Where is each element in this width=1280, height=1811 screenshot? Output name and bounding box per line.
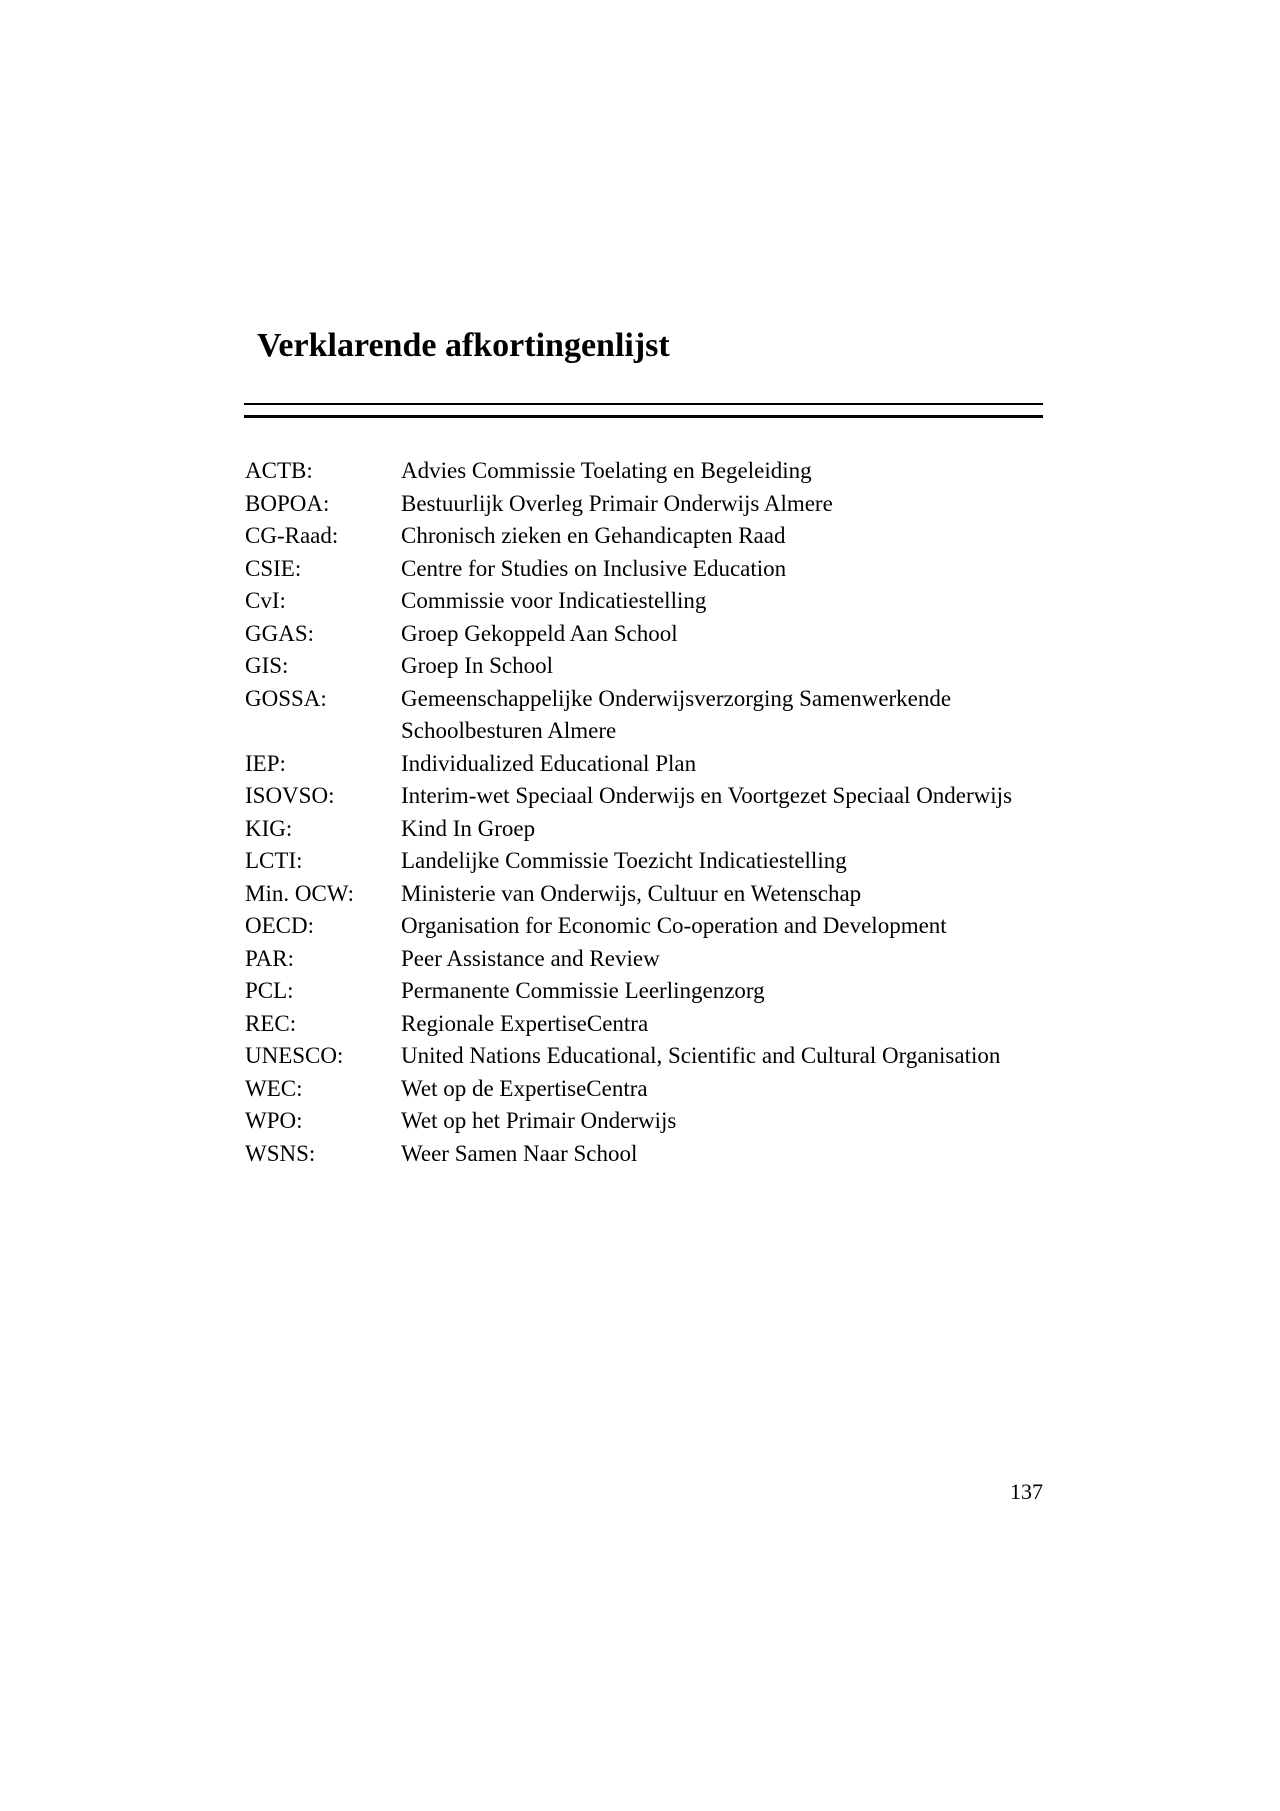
abbreviation-description: Peer Assistance and Review bbox=[401, 945, 660, 971]
abbreviation-term: OECD: bbox=[245, 913, 314, 938]
abbreviation-row-csie bbox=[245, 553, 1045, 586]
abbreviation-row-gossa bbox=[245, 683, 1045, 748]
abbreviation-term: WEC: bbox=[245, 1075, 303, 1101]
abbreviation-term: GIS: bbox=[245, 653, 289, 678]
abbreviation-term: CvI: bbox=[245, 588, 286, 613]
abbreviation-list bbox=[245, 455, 1045, 1170]
abbreviation-description: United Nations Educational, Scientific and Cultural Organisation bbox=[401, 1043, 1001, 1068]
title-divider-thin bbox=[244, 403, 1043, 405]
abbreviation-term: LCTI: bbox=[245, 848, 303, 873]
abbreviation-row-cvi bbox=[245, 585, 1045, 618]
abbreviation-description: Chronisch zieken en Gehandicapten Raad bbox=[401, 523, 786, 548]
abbreviation-description: Regionale ExpertiseCentra bbox=[401, 1010, 649, 1036]
abbreviation-row-cg-raad bbox=[245, 520, 1045, 553]
abbreviation-row-actb bbox=[245, 455, 1045, 488]
abbreviation-description: Organisation for Economic Co-operation and Development bbox=[401, 913, 947, 938]
abbreviation-term: Min. OCW: bbox=[245, 880, 355, 906]
abbreviation-description: Gemeenschappelijke Onderwijsverzorging Samenwerkende Schoolbesturen Almere bbox=[401, 685, 952, 743]
abbreviation-row-wsns bbox=[245, 1138, 1045, 1171]
abbreviation-description: Bestuurlijk Overleg Primair Onderwijs Almere bbox=[401, 490, 833, 516]
abbreviation-term: BOPOA: bbox=[245, 490, 330, 516]
abbreviation-row-par bbox=[245, 943, 1045, 976]
abbreviation-description: Commissie voor Indicatiestelling bbox=[401, 588, 707, 613]
abbreviation-row-bopoa bbox=[245, 488, 1045, 521]
abbreviation-description: Permanente Commissie Leerlingenzorg bbox=[401, 978, 765, 1003]
abbreviation-term: REC: bbox=[245, 1010, 297, 1036]
abbreviation-term: PCL: bbox=[245, 978, 294, 1003]
abbreviation-term: CG-Raad: bbox=[245, 523, 339, 548]
abbreviation-description: Groep Gekoppeld Aan School bbox=[401, 620, 678, 646]
abbreviation-term: GGAS: bbox=[245, 620, 315, 646]
page-title: Verklarende afkortingenlijst bbox=[257, 327, 670, 364]
abbreviation-term: KIG: bbox=[245, 815, 293, 841]
abbreviation-row-kig bbox=[245, 813, 1045, 846]
abbreviation-term: ACTB: bbox=[245, 458, 313, 483]
abbreviation-description: Weer Samen Naar School bbox=[401, 1140, 638, 1166]
abbreviation-row-unesco bbox=[245, 1040, 1045, 1073]
abbreviation-description: Ministerie van Onderwijs, Cultuur en Wetenschap bbox=[401, 880, 862, 906]
abbreviation-term: UNESCO: bbox=[245, 1043, 344, 1068]
abbreviation-row-gis bbox=[245, 650, 1045, 683]
abbreviation-description: Kind In Groep bbox=[401, 815, 536, 841]
abbreviation-row-min-ocw bbox=[245, 878, 1045, 911]
abbreviation-term: ISOVSO: bbox=[245, 783, 335, 808]
abbreviation-description: Wet op het Primair Onderwijs bbox=[401, 1108, 677, 1133]
abbreviation-row-rec bbox=[245, 1008, 1045, 1041]
abbreviation-description: Landelijke Commissie Toezicht Indicatiestelling bbox=[401, 848, 847, 873]
abbreviation-row-ggas bbox=[245, 618, 1045, 651]
abbreviation-term: GOSSA: bbox=[245, 685, 327, 711]
page-number: 137 bbox=[1010, 1479, 1043, 1504]
abbreviation-term: WSNS: bbox=[245, 1140, 316, 1166]
abbreviation-description: Interim-wet Speciaal Onderwijs en Voortgezet Speciaal Onderwijs bbox=[401, 783, 1013, 808]
abbreviation-term: IEP: bbox=[245, 750, 286, 776]
abbreviation-row-oecd bbox=[245, 910, 1045, 943]
abbreviation-row-iep bbox=[245, 748, 1045, 781]
abbreviation-description: Advies Commissie Toelating en Begeleiding bbox=[401, 458, 812, 483]
abbreviation-description: Centre for Studies on Inclusive Education bbox=[401, 555, 787, 581]
abbreviation-row-lcti bbox=[245, 845, 1045, 878]
abbreviation-row-pcl bbox=[245, 975, 1045, 1008]
title-divider-thick bbox=[244, 415, 1043, 418]
abbreviation-description: Wet op de ExpertiseCentra bbox=[401, 1075, 648, 1101]
abbreviation-description: Groep In School bbox=[401, 653, 554, 678]
abbreviation-term: PAR: bbox=[245, 945, 295, 971]
abbreviation-row-wpo bbox=[245, 1105, 1045, 1138]
abbreviation-row-isovso bbox=[245, 780, 1045, 813]
abbreviation-term: WPO: bbox=[245, 1108, 303, 1133]
abbreviation-row-wec bbox=[245, 1073, 1045, 1106]
abbreviation-description: Individualized Educational Plan bbox=[401, 750, 697, 776]
abbreviation-term: CSIE: bbox=[245, 555, 302, 581]
